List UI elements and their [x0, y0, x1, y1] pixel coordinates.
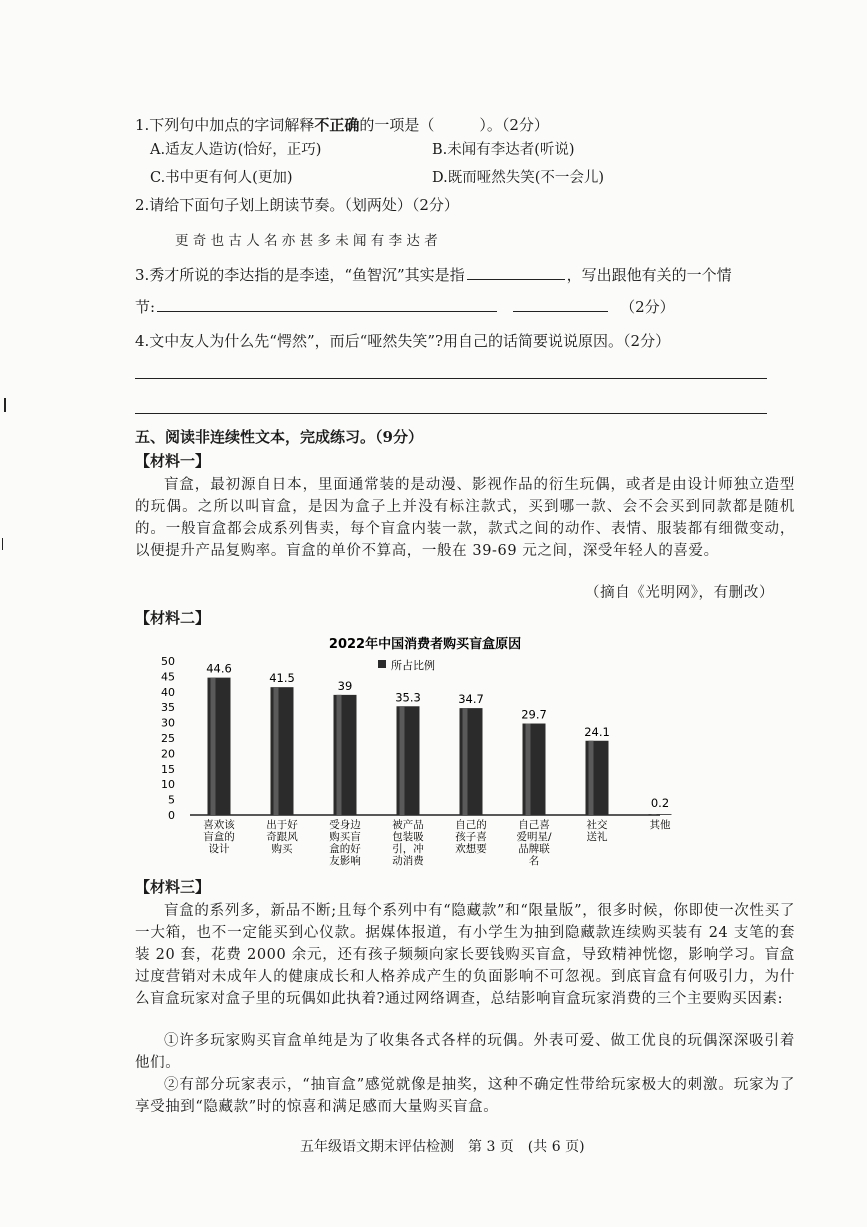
- data-label: 24.1: [584, 724, 610, 739]
- y-tick-label: 0: [168, 809, 175, 822]
- margin-mark: [4, 398, 6, 412]
- data-label: 35.3: [395, 690, 421, 705]
- question-1-emphasis: 不正确: [314, 116, 360, 134]
- question-4: 4.文中友人为什么先“愕然”，而后“哑然失笑”?用自己的话简要说说原因。（2分）: [135, 332, 671, 350]
- bar-highlight: [652, 814, 657, 815]
- category-label: 爱明星/: [516, 831, 552, 843]
- question-3-score: （2分）: [620, 298, 675, 316]
- question-3-text-b: ，写出跟他有关的一个情: [566, 266, 732, 284]
- category-label: 社交: [586, 819, 608, 831]
- answer-blank[interactable]: [157, 297, 497, 312]
- data-label: 44.6: [206, 661, 232, 676]
- bar-highlight: [526, 724, 531, 815]
- data-label: 29.7: [521, 707, 547, 722]
- category-label: 盲盒的: [203, 831, 235, 843]
- y-tick-label: 30: [161, 716, 175, 730]
- legend-swatch: [378, 660, 386, 668]
- category-label: 欢想要: [455, 843, 487, 855]
- category-label: 友影响: [329, 855, 361, 867]
- answer-line[interactable]: [135, 378, 767, 379]
- category-label: 包装吸: [392, 831, 424, 843]
- category-label: 自己的: [455, 819, 487, 831]
- question-3-line2-label: 节:: [135, 298, 156, 316]
- factor-1: ①许多玩家购买盲盒单纯是为了收集各式各样的玩偶。外表可爱、做工优良的玩偶深深吸引着他们。: [135, 1033, 795, 1071]
- category-label: 名: [528, 855, 540, 867]
- bar-highlight: [211, 678, 216, 815]
- question-3-line1: [135, 264, 732, 285]
- bar-highlight: [337, 695, 342, 815]
- material-2-label: 【材料二】: [135, 609, 211, 627]
- category-label: 被产品: [392, 819, 424, 831]
- question-2-sentence: 更奇也古人名亦甚多未闻有李达者: [175, 233, 442, 249]
- option-a: A.适友人造访(恰好，正巧): [150, 142, 322, 158]
- category-label: 孩子喜: [455, 831, 487, 843]
- category-label: 购买: [271, 843, 293, 855]
- y-tick-label: 50: [161, 655, 175, 668]
- y-tick-label: 45: [161, 670, 175, 684]
- option-c: C.书中更有何人(更加): [150, 170, 293, 186]
- answer-line[interactable]: [135, 413, 767, 414]
- y-tick-label: 5: [168, 793, 175, 807]
- bar-highlight: [589, 741, 594, 815]
- question-3-text-a: 3.秀才所说的李达指的是李逵，“鱼智沉”其实是指: [135, 266, 465, 284]
- data-label: 41.5: [269, 671, 295, 686]
- option-d: D.既而哑然失笑(不一会儿): [432, 170, 605, 186]
- legend-label: 所占比例: [391, 659, 435, 672]
- category-label: 购买盲: [329, 831, 361, 843]
- y-tick-label: 35: [161, 701, 175, 715]
- bar-highlight: [400, 706, 405, 815]
- y-tick-label: 10: [161, 778, 175, 792]
- bar-chart: [145, 630, 705, 875]
- factor-2: ②有部分玩家表示，“抽盲盒”感觉就像是抽奖，这种不确定性带给玩家极大的刺激。玩家为了享受抽到“隐藏款”时的惊喜和满足感而大量购买盲盒。: [135, 1077, 795, 1115]
- data-label: 0.2: [650, 796, 670, 810]
- category-label: 设计: [208, 843, 230, 855]
- y-tick-label: 20: [161, 747, 175, 761]
- y-tick-label: 40: [161, 685, 175, 699]
- page-footer: 五年级语文期末评估检测 第 3 页 (共 6 页): [300, 1139, 585, 1155]
- category-label: 动消费: [392, 855, 424, 867]
- category-label: 喜欢该: [203, 819, 235, 831]
- category-label: 自己喜: [518, 819, 550, 831]
- question-2: 2.请给下面句子划上朗读节奏。（划两处）（2分）: [135, 196, 459, 214]
- answer-blank[interactable]: [467, 265, 565, 280]
- margin-mark: [2, 538, 3, 550]
- answer-blank[interactable]: [513, 297, 608, 312]
- category-label: 送礼: [586, 831, 608, 843]
- category-label: 盒的好: [329, 843, 361, 855]
- category-label: 品牌联: [518, 843, 550, 855]
- question-1: [135, 114, 549, 135]
- category-label: 受身边: [329, 819, 361, 831]
- bar-highlight: [274, 687, 279, 815]
- y-tick-label: 25: [161, 732, 175, 745]
- material-1-source: （摘自《光明网》，有删改）: [585, 585, 775, 601]
- category-label: 其他: [649, 819, 671, 831]
- material-1-text: 盲盒，最初源自日本，里面通常装的是动漫、影视作品的衍生玩偶，或者是由设计师独立造型的玩偶。之所以叫盲盒，是因为盒子上并没有标注款式，买到哪一款、会不会买到同款都是随机的。一般盲盒都会成系列售卖，每个盲盒内装一款，款式之间的动作、表情、服装都有细微变动，以便提升产品复购率。盲盒的单价不算高，一般在 39-69 元之间，深受年轻人的喜爱。: [135, 477, 795, 559]
- category-label: 引，冲: [392, 843, 424, 855]
- chart-title: 2022年中国消费者购买盲盒原因: [328, 637, 522, 652]
- question-3-line2: [135, 296, 675, 317]
- category-label: 奇跟风: [266, 831, 298, 843]
- question-1-prefix: 1.下列句中加点的字词解释: [135, 116, 315, 134]
- material-3-label: 【材料三】: [135, 878, 211, 896]
- bar-highlight: [463, 708, 468, 815]
- y-tick-label: 15: [161, 762, 175, 776]
- data-label: 34.7: [458, 692, 484, 707]
- material-3-text: 盲盒的系列多，新品不断;且每个系列中有“隐藏款”和“限量版”，很多时候，你即使一次性买了一大箱，也不一定能买到心仪款。据媒体报道，有小学生为抽到隐藏款连续购买装有 24 支笔的套装 20 套，花费 2000 余元，还有孩子频频向家长要钱购买盲盒，导致精神恍惚，影响学习。盲盒过度营销对未成年人的健康成长和人格养成产生的负面影响不可忽视。到底盲盒有何吸引力，为什么盲盒玩家对盒子里的玩偶如此执着?通过网络调查，总结影响盲盒玩家消费的三个主要购买因素:: [135, 903, 795, 1007]
- section-5-heading: 五、阅读非连续性文本，完成练习。（9分）: [135, 428, 423, 446]
- material-1-label: 【材料一】: [135, 452, 211, 470]
- option-b: B.未闻有李达者(听说): [432, 142, 575, 158]
- question-1-suffix: 的一项是（ ）。（2分）: [359, 116, 549, 134]
- data-label: 39: [337, 678, 353, 693]
- category-label: 出于好: [266, 819, 298, 831]
